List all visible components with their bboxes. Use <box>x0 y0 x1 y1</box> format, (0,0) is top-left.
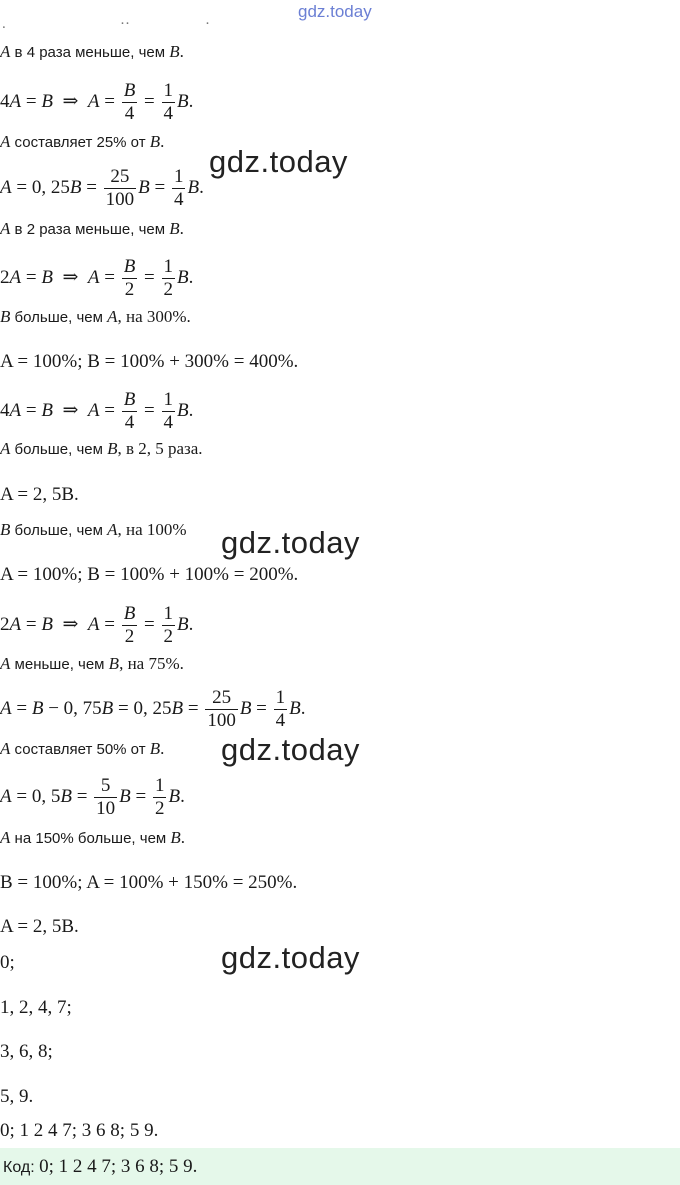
equation-2a-eq-b-2: 2A = B ⇒ A = $\frac{B}{2}$ = $\frac{1}{2}$ B. <box>0 603 194 647</box>
statement-a-less-75: A меньше, чем B, на 75%. <box>0 654 184 673</box>
code-label: Код: <box>3 1159 40 1176</box>
equation-percent-400: A = 100%; B = 100% + 300% = 400%. <box>0 351 299 372</box>
equation-percent-250: B = 100%; A = 100% + 150% = 250%. <box>0 872 298 893</box>
equation-a-2-5b-1: A = 2, 5B. <box>0 484 79 505</box>
statement-a-25-percent: A составляет 25% от B. <box>0 132 165 151</box>
code-value: 0; 1 2 4 7; 3 6 8; 5 9. <box>39 1156 198 1177</box>
cropped-previous-line: . ·· · <box>2 16 210 32</box>
answer-group-59: 5, 9. <box>0 1086 34 1107</box>
statement-b-more-300: B больше, чем A, на 300%. <box>0 307 191 326</box>
answer-summary: 0; 1 2 4 7; 3 6 8; 5 9. <box>0 1120 159 1141</box>
equation-a-2-5b-2: A = 2, 5B. <box>0 916 79 937</box>
statement-a-more-2-5: A больше, чем B, в 2, 5 раза. <box>0 439 203 458</box>
equation-4a-eq-b-1: 4A = B ⇒ A = $\frac{B}{4}$ = $\frac{1}{4}$ B. <box>0 80 194 124</box>
watermark-header: gdz.today <box>298 2 372 21</box>
answer-group-0: 0; <box>0 952 15 973</box>
statement-a-4-times-less: A в 4 раза меньше, чем B. <box>0 42 184 61</box>
statement-a-50-percent: A составляет 50% от B. <box>0 739 165 758</box>
answer-code-bar <box>0 1148 680 1185</box>
equation-2a-eq-b-1: 2A = B ⇒ A = $\frac{B}{2}$ = $\frac{1}{2}$ B. <box>0 256 194 300</box>
watermark-2: gdz.today <box>221 525 360 560</box>
answer-group-368: 3, 6, 8; <box>0 1041 53 1062</box>
statement-a-2-times-less: A в 2 раза меньше, чем B. <box>0 219 184 238</box>
equation-a-b-minus-0-75b: A = B − 0, 75B = 0, 25B = $\frac{25}{100}$ B = $\frac{1}{4}$ B. <box>0 687 306 731</box>
watermark-1: gdz.today <box>209 144 348 179</box>
statement-a-150-more: A на 150% больше, чем B. <box>0 828 186 847</box>
watermark-3: gdz.today <box>221 732 360 767</box>
equation-percent-200: A = 100%; B = 100% + 100% = 200%. <box>0 564 299 585</box>
statement-b-more-100: B больше, чем A, на 100% <box>0 520 187 539</box>
answer-group-1247: 1, 2, 4, 7; <box>0 997 72 1018</box>
watermark-4: gdz.today <box>221 940 360 975</box>
equation-a-0-5b: A = 0, 5B = $\frac{5}{10}$ B = $\frac{1}{2}$ B. <box>0 775 185 819</box>
equation-a-0-25b: A = 0, 25B = $\frac{25}{100}$ B = $\frac{1}{4}$ B. <box>0 166 204 210</box>
equation-4a-eq-b-2: 4A = B ⇒ A = $\frac{B}{4}$ = $\frac{1}{4}$ B. <box>0 389 194 433</box>
answer-code-line <box>3 1156 197 1178</box>
